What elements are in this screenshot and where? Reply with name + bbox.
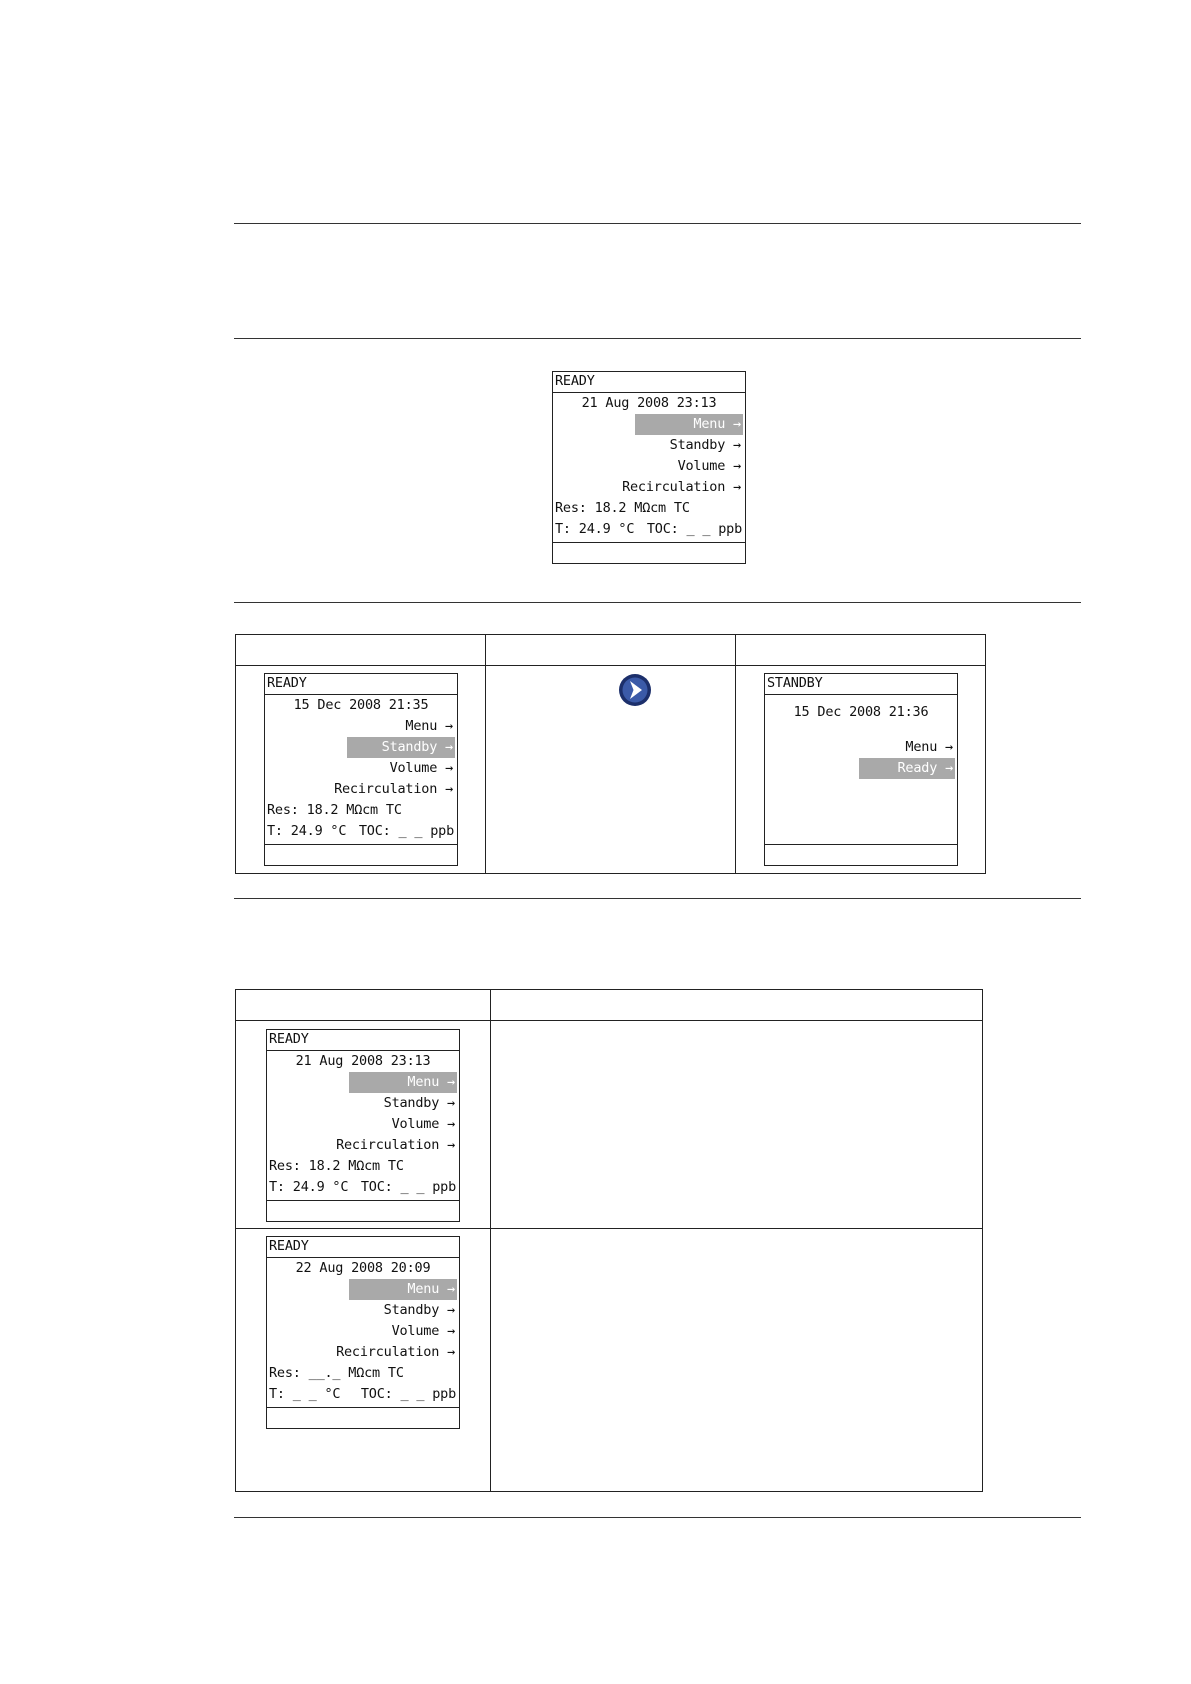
lcd-resistivity: Res: 18.2 MΩcm TC: [269, 1158, 404, 1174]
lcd-date: 15 Dec 2008 21:35: [293, 697, 429, 713]
lcd-menu-item-menu[interactable]: Menu →: [405, 718, 453, 734]
lcd-temperature: T: 24.9 °C: [555, 521, 635, 537]
lcd-date: 22 Aug 2008 20:09: [295, 1260, 431, 1276]
lcd-title: READY: [265, 674, 457, 695]
table-row-divider: [235, 1228, 983, 1229]
lcd-status-bar: [267, 1407, 459, 1428]
lcd-row2-screen: [266, 1236, 460, 1429]
lcd-date: 21 Aug 2008 23:13: [581, 395, 717, 411]
lcd-menu-item-menu[interactable]: Menu →: [349, 1279, 457, 1300]
lcd-toc: TOC: _ _ ppb: [358, 823, 454, 839]
lcd-title: READY: [267, 1237, 459, 1258]
lcd-before-screen: [264, 673, 458, 866]
next-arrow-icon[interactable]: [618, 673, 652, 707]
lcd-status-bar: [265, 844, 457, 865]
lcd-title: STANDBY: [765, 674, 957, 695]
lcd-temperature: T: 24.9 °C: [267, 823, 347, 839]
lcd-status-bar: [553, 542, 745, 563]
lcd-date: 15 Dec 2008 21:36: [793, 704, 929, 720]
lcd-main-screen: [552, 371, 746, 564]
lcd-date: 21 Aug 2008 23:13: [295, 1053, 431, 1069]
lcd-resistivity: Res: 18.2 MΩcm TC: [555, 500, 690, 516]
lcd-menu-item-recirculation[interactable]: Recirculation →: [334, 781, 453, 797]
lcd-toc: TOC: _ _ ppb: [360, 1386, 456, 1402]
lcd-toc: TOC: _ _ ppb: [360, 1179, 456, 1195]
lcd-menu-item-menu[interactable]: Menu →: [635, 414, 743, 435]
lcd-after-screen: [764, 673, 958, 866]
lcd-menu-item-ready[interactable]: Ready →: [859, 758, 955, 779]
table-column-divider: [490, 989, 491, 1492]
lcd-temperature: T: 24.9 °C: [269, 1179, 349, 1195]
table-header-divider: [235, 1020, 983, 1021]
lcd-title: READY: [267, 1030, 459, 1051]
lcd-menu-item-standby[interactable]: Standby →: [383, 1302, 455, 1318]
table-header-divider: [235, 665, 986, 666]
table-column-divider: [735, 634, 736, 874]
lcd-menu-item-menu[interactable]: Menu →: [905, 739, 953, 755]
rule-section-3: [234, 898, 1081, 899]
lcd-temperature: T: _ _ °C: [269, 1386, 341, 1402]
lcd-toc: TOC: _ _ ppb: [646, 521, 742, 537]
lcd-menu-item-volume[interactable]: Volume →: [391, 1323, 455, 1339]
lcd-menu-item-standby[interactable]: Standby →: [347, 737, 455, 758]
lcd-status-bar: [765, 844, 957, 865]
lcd-menu-item-recirculation[interactable]: Recirculation →: [336, 1344, 455, 1360]
lcd-row1-screen: [266, 1029, 460, 1222]
table-column-divider: [485, 634, 486, 874]
lcd-menu-item-standby[interactable]: Standby →: [669, 437, 741, 453]
lcd-menu-item-volume[interactable]: Volume →: [391, 1116, 455, 1132]
rule-section-2: [234, 602, 1081, 603]
rule-bottom: [234, 1517, 1081, 1518]
rule-top: [234, 223, 1081, 224]
lcd-menu-item-volume[interactable]: Volume →: [389, 760, 453, 776]
lcd-status-bar: [267, 1200, 459, 1221]
rule-section-1: [234, 338, 1081, 339]
lcd-menu-item-volume[interactable]: Volume →: [677, 458, 741, 474]
lcd-menu-item-standby[interactable]: Standby →: [383, 1095, 455, 1111]
lcd-resistivity: Res: __._ MΩcm TC: [269, 1365, 404, 1381]
lcd-resistivity: Res: 18.2 MΩcm TC: [267, 802, 402, 818]
lcd-menu-item-recirculation[interactable]: Recirculation →: [336, 1137, 455, 1153]
lcd-menu-item-menu[interactable]: Menu →: [349, 1072, 457, 1093]
lcd-menu-item-recirculation[interactable]: Recirculation →: [622, 479, 741, 495]
lcd-title: READY: [553, 372, 745, 393]
